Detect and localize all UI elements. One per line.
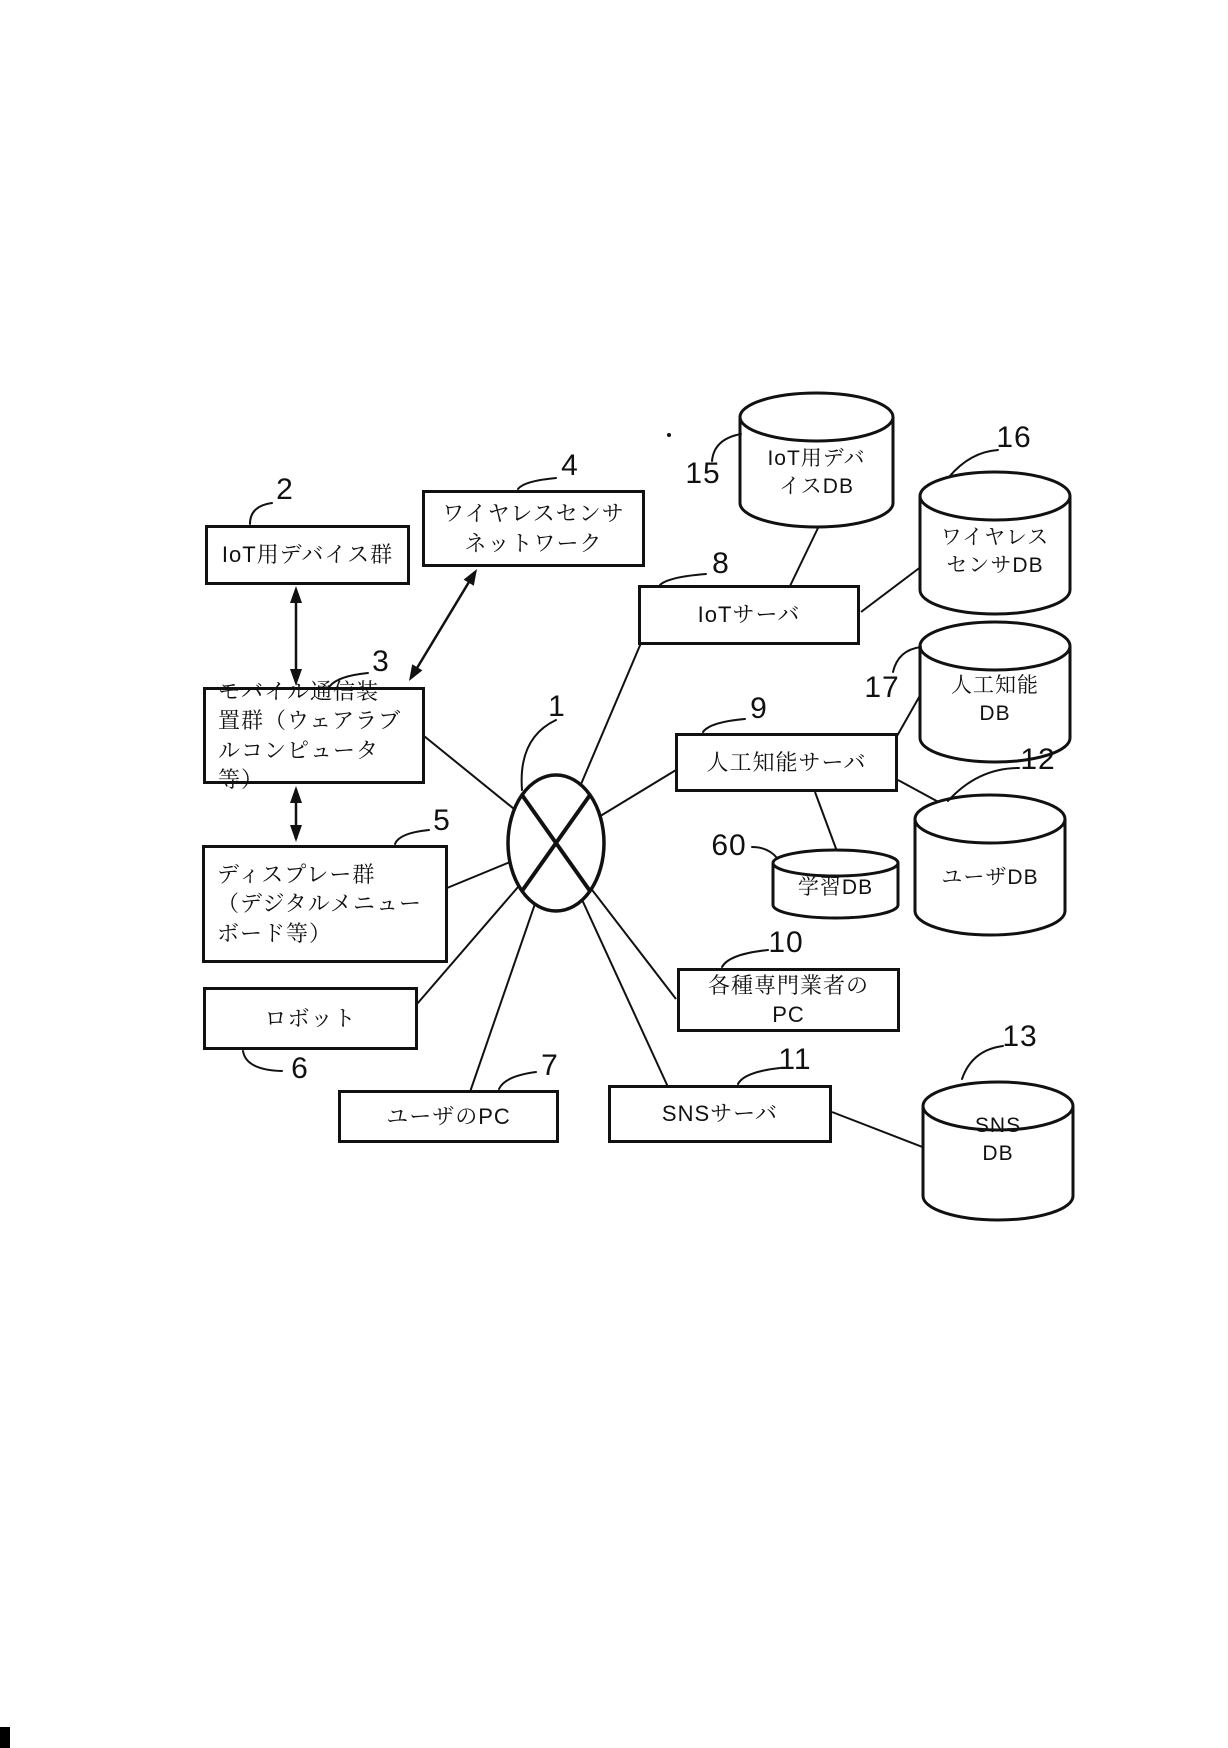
ref-label-4: 4 bbox=[561, 449, 579, 482]
box-specialist-pc bbox=[677, 968, 900, 1032]
ref-label-5: 5 bbox=[433, 804, 451, 837]
ref-label-10: 10 bbox=[768, 926, 804, 959]
leader-2 bbox=[250, 503, 272, 524]
box-displays-label: ディスプレー群 （デジタルメニュー ボード等） bbox=[217, 862, 423, 946]
leader-5 bbox=[395, 830, 429, 844]
box-mobile-comm bbox=[203, 679, 425, 792]
leader-9 bbox=[703, 719, 745, 732]
box-robot bbox=[203, 987, 418, 1050]
arrow-iot-devices-mobile-comm bbox=[290, 586, 302, 686]
ref-label-3: 3 bbox=[372, 645, 390, 678]
box-wireless-sensor-network-label: ワイヤレスセンサ ネットワーク bbox=[442, 501, 625, 556]
box-user-pc bbox=[338, 1090, 559, 1143]
ref-label-6: 6 bbox=[291, 1052, 309, 1085]
scan-speck bbox=[667, 433, 671, 437]
box-user-pc-label: ユーザのPC bbox=[386, 1103, 511, 1129]
cylinder-wireless-sensor-db-label: ワイヤレス センサDB bbox=[940, 526, 1050, 578]
ref-label-15: 15 bbox=[685, 457, 721, 490]
box-ai-server-label: 人工知能サーバ bbox=[706, 749, 867, 775]
link-iot-server-iot-device-db bbox=[790, 528, 818, 586]
cylinder-learning-db-label: 学習DB bbox=[797, 876, 874, 899]
network-hub-icon bbox=[508, 775, 604, 911]
ref-label-17: 17 bbox=[864, 671, 900, 704]
box-iot-devices-label: IoT用デバイス群 bbox=[221, 542, 394, 568]
leader-17 bbox=[893, 647, 921, 672]
leader-10 bbox=[722, 950, 768, 967]
box-wireless-sensor-network bbox=[422, 490, 645, 567]
ref-label-16: 16 bbox=[996, 421, 1032, 454]
leader-7 bbox=[499, 1072, 536, 1089]
box-iot-server-label: IoTサーバ bbox=[697, 602, 801, 628]
cylinder-user-db-label: ユーザDB bbox=[941, 866, 1039, 889]
box-sns-server-label: SNSサーバ bbox=[661, 1101, 779, 1127]
box-mobile-comm-label: モバイル通信装 置群（ウェアラブ ルコンピュータ等） bbox=[218, 679, 402, 792]
arrow-mobile-comm-wireless-sensor-network bbox=[409, 569, 477, 681]
ref-label-13: 13 bbox=[1002, 1020, 1038, 1053]
ref-label-1: 1 bbox=[548, 690, 566, 723]
link-ai-server-ai-db bbox=[897, 692, 922, 736]
arrow-mobile-comm-displays bbox=[290, 786, 302, 842]
leader-11 bbox=[738, 1068, 780, 1084]
box-iot-server bbox=[638, 585, 860, 645]
box-displays bbox=[202, 845, 448, 963]
scan-edge-mark bbox=[0, 1727, 10, 1748]
cylinder-iot-device-db-label: IoT用デバ イスDB bbox=[767, 447, 866, 499]
box-ai-server bbox=[675, 733, 898, 792]
ref-label-9: 9 bbox=[750, 692, 768, 725]
box-robot-label: ロボット bbox=[264, 1005, 357, 1031]
ref-label-11: 11 bbox=[778, 1043, 812, 1076]
leader-8 bbox=[660, 574, 706, 585]
cylinder-sns-db-label: SNS DB bbox=[974, 1114, 1022, 1166]
leader-13 bbox=[962, 1046, 1003, 1079]
ref-label-12: 12 bbox=[1020, 743, 1056, 776]
box-iot-devices bbox=[205, 525, 410, 585]
cylinder-ai-db-label: 人工知能 DB bbox=[951, 674, 1039, 726]
link-iot-server-wireless-sensor-db bbox=[861, 566, 922, 612]
ref-label-60: 60 bbox=[711, 829, 747, 862]
link-sns-server-sns-db bbox=[832, 1112, 925, 1148]
ref-label-8: 8 bbox=[712, 547, 730, 580]
box-sns-server bbox=[608, 1085, 832, 1143]
ref-label-7: 7 bbox=[541, 1049, 559, 1082]
link-ai-server-learning-db bbox=[815, 792, 838, 854]
leader-4 bbox=[518, 478, 556, 489]
box-specialist-pc-label: 各種専門業者の PC bbox=[707, 972, 869, 1027]
ref-label-2: 2 bbox=[276, 473, 294, 506]
leader-6 bbox=[243, 1051, 282, 1071]
leader-60 bbox=[752, 847, 777, 858]
